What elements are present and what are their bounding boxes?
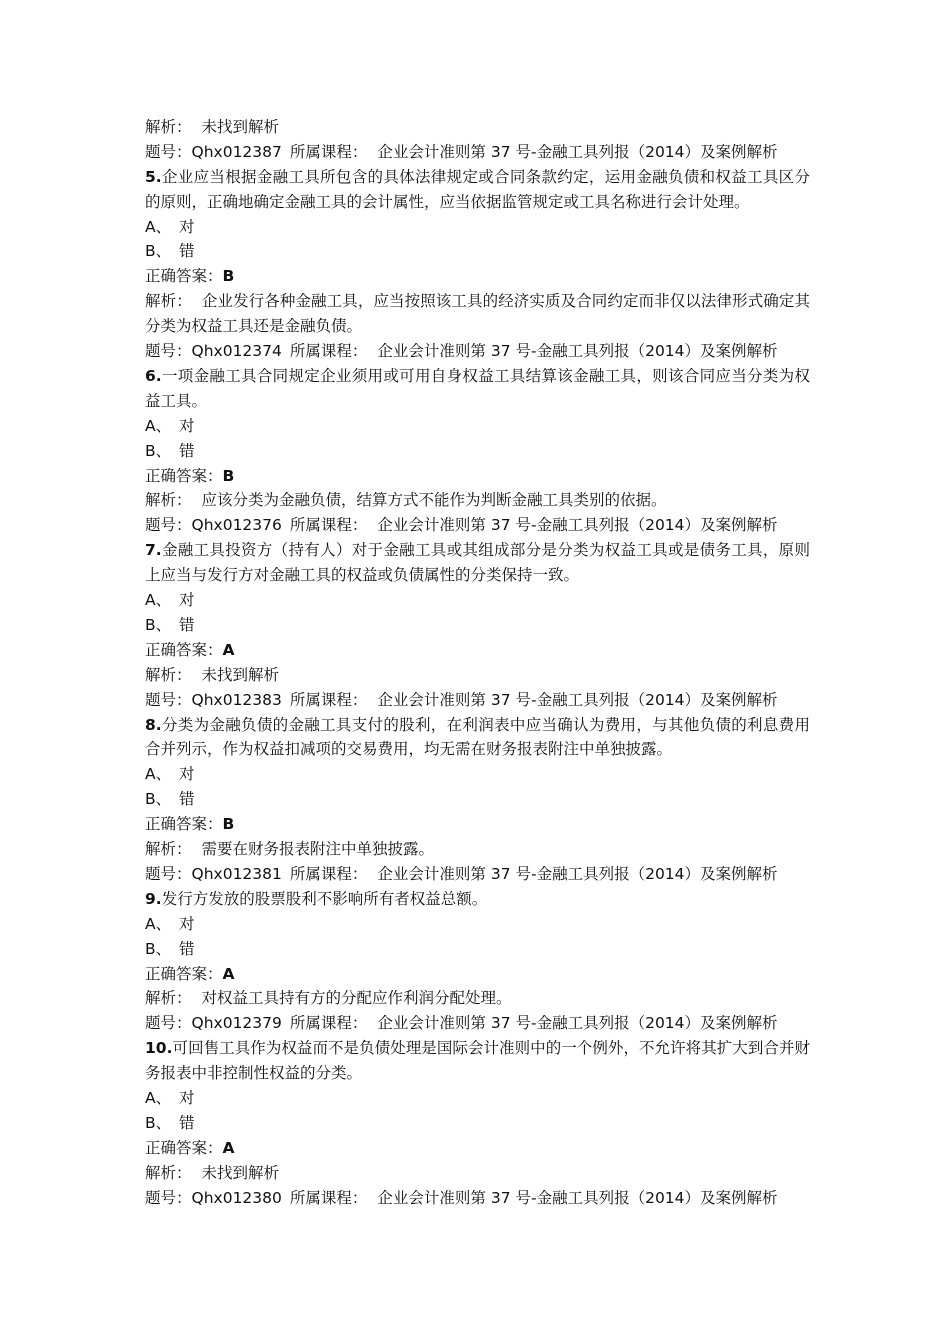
document-page [145, 115, 810, 1210]
course-label: 所属课程： [289, 516, 368, 535]
analysis-label: 解析： [145, 989, 192, 1008]
option-a-key: A、 [145, 591, 172, 610]
question-text [145, 713, 810, 763]
qid-label: 题号： [145, 142, 192, 161]
option-a-key: A、 [145, 765, 172, 784]
option-a-text: 对 [179, 591, 195, 610]
answer-line [145, 1136, 810, 1161]
option-a-key: A、 [145, 416, 172, 435]
analysis-line [145, 986, 810, 1011]
analysis-line [145, 115, 810, 140]
analysis-label: 解析： [145, 292, 192, 311]
answer-value: B [222, 466, 235, 485]
analysis-line [145, 1161, 810, 1186]
option-b [145, 787, 810, 812]
answer-line [145, 264, 810, 289]
qid-label: 题号： [145, 516, 192, 535]
question-text [145, 364, 810, 414]
question-id-line [145, 339, 810, 364]
answer-label: 正确答案： [145, 466, 223, 485]
analysis-line [145, 663, 810, 688]
question-id-line [145, 513, 810, 538]
option-b-text: 错 [179, 939, 195, 958]
option-b-key: B、 [145, 790, 172, 809]
question-number: 5. [145, 167, 162, 186]
analysis-label: 解析： [145, 840, 192, 859]
qid-value: Qhx012380 [191, 1188, 282, 1207]
option-b [145, 439, 810, 464]
option-b [145, 613, 810, 638]
question-text [145, 887, 810, 912]
course-value: 企业会计准则第 37 号-金融工具列报（2014）及案例解析 [377, 864, 778, 883]
course-value: 企业会计准则第 37 号-金融工具列报（2014）及案例解析 [377, 1188, 778, 1207]
answer-value: A [222, 964, 235, 983]
qid-label: 题号： [145, 690, 192, 709]
option-b-key: B、 [145, 1113, 172, 1132]
course-label: 所属课程： [289, 690, 368, 709]
option-a-key: A、 [145, 914, 172, 933]
analysis-line [145, 488, 810, 513]
option-a [145, 588, 810, 613]
option-a [145, 912, 810, 937]
question-id-line [145, 862, 810, 887]
answer-line [145, 638, 810, 663]
option-b-text: 错 [179, 441, 195, 460]
option-b-key: B、 [145, 939, 172, 958]
question-item [145, 364, 810, 538]
option-a [145, 414, 810, 439]
analysis-text: 未找到解析 [201, 665, 280, 684]
question-number: 7. [145, 541, 162, 560]
question-body: 一项金融工具合同规定企业须用或可用自身权益工具结算该金融工具，则该合同应当分类为权益工具。 [145, 366, 810, 410]
question-id-line [145, 1186, 810, 1211]
option-a [145, 1086, 810, 1111]
answer-label: 正确答案： [145, 1138, 223, 1157]
question-item [145, 713, 810, 887]
course-label: 所属课程： [289, 142, 368, 161]
analysis-text: 应该分类为金融负债，结算方式不能作为判断金融工具类别的依据。 [201, 491, 667, 510]
answer-label: 正确答案： [145, 815, 223, 834]
question-text [145, 165, 810, 215]
question-item [145, 1036, 810, 1210]
option-b [145, 937, 810, 962]
question-body: 金融工具投资方（持有人）对于金融工具或其组成部分是分类为权益工具或是债务工具，原则上应当与发行方对金融工具的权益或负债属性的分类保持一致。 [145, 541, 810, 585]
option-b-key: B、 [145, 615, 172, 634]
option-a-text: 对 [179, 416, 195, 435]
answer-label: 正确答案： [145, 964, 223, 983]
course-label: 所属课程： [289, 342, 368, 361]
option-a-text: 对 [179, 914, 195, 933]
question-number: 9. [145, 889, 162, 908]
course-value: 企业会计准则第 37 号-金融工具列报（2014）及案例解析 [377, 690, 778, 709]
question-body: 分类为金融负债的金融工具支付的股利，在利润表中应当确认为费用，与其他负债的利息费用合并列示，作为权益扣减项的交易费用，均无需在财务报表附注中单独披露。 [145, 715, 810, 759]
option-b-text: 错 [179, 1113, 195, 1132]
question-number: 8. [145, 715, 162, 734]
analysis-text: 未找到解析 [201, 1163, 280, 1182]
course-label: 所属课程： [289, 864, 368, 883]
option-a [145, 762, 810, 787]
qid-value: Qhx012383 [191, 690, 282, 709]
analysis-label: 解析： [145, 665, 192, 684]
course-label: 所属课程： [289, 1188, 368, 1207]
course-value: 企业会计准则第 37 号-金融工具列报（2014）及案例解析 [377, 142, 778, 161]
question-text [145, 1036, 810, 1086]
qid-value: Qhx012374 [191, 342, 282, 361]
qid-label: 题号： [145, 1188, 192, 1207]
option-a-key: A、 [145, 1089, 172, 1107]
question-number: 10. [145, 1039, 173, 1058]
qid-value: Qhx012376 [191, 516, 282, 535]
question-body: 可回售工具作为权益而不是负债处理是国际会计准则中的一个例外，不允许将其扩大到合并财务报表中非控制性权益的分类。 [145, 1039, 810, 1083]
option-a-text: 对 [179, 1089, 195, 1107]
analysis-label: 解析： [145, 491, 192, 510]
qid-label: 题号： [145, 342, 192, 361]
analysis-text: 需要在财务报表附注中单独披露。 [201, 840, 435, 859]
question-id-line [145, 140, 810, 165]
option-a [145, 215, 810, 240]
course-value: 企业会计准则第 37 号-金融工具列报（2014）及案例解析 [377, 516, 778, 535]
answer-line [145, 464, 810, 489]
question-body: 发行方发放的股票股利不影响所有者权益总额。 [161, 889, 488, 908]
option-b-text: 错 [179, 615, 195, 634]
answer-line [145, 812, 810, 837]
answer-value: A [222, 1138, 235, 1157]
course-label: 所属课程： [289, 1014, 368, 1033]
option-b-key: B、 [145, 242, 172, 261]
analysis-line [145, 837, 810, 862]
question-item [145, 887, 810, 1036]
answer-value: B [222, 267, 235, 286]
answer-value: B [222, 815, 235, 834]
option-b-text: 错 [179, 242, 195, 261]
option-b-key: B、 [145, 441, 172, 460]
question-number: 6. [145, 366, 162, 385]
qid-label: 题号： [145, 864, 192, 883]
qid-value: Qhx012379 [191, 1014, 282, 1033]
course-value: 企业会计准则第 37 号-金融工具列报（2014）及案例解析 [377, 1014, 778, 1033]
question-item [145, 165, 810, 364]
answer-label: 正确答案： [145, 267, 223, 286]
question-text [145, 538, 810, 588]
option-b [145, 239, 810, 264]
option-a-key: A、 [145, 217, 172, 236]
question-item [145, 538, 810, 712]
analysis-label: 解析： [145, 118, 192, 136]
option-a-text: 对 [179, 765, 195, 784]
answer-line [145, 962, 810, 987]
qid-value: Qhx012381 [191, 864, 282, 883]
analysis-text: 未找到解析 [201, 118, 280, 136]
course-value: 企业会计准则第 37 号-金融工具列报（2014）及案例解析 [377, 342, 778, 361]
answer-value: A [222, 640, 235, 659]
question-id-line [145, 1011, 810, 1036]
option-b [145, 1111, 810, 1136]
question-body: 企业应当根据金融工具所包含的具体法律规定或合同条款约定，运用金融负债和权益工具区分的原则，正确地确定金融工具的会计属性，应当依据监管规定或工具名称进行会计处理。 [145, 167, 810, 211]
analysis-text: 对权益工具持有方的分配应作利润分配处理。 [201, 989, 512, 1008]
analysis-line [145, 289, 810, 339]
analysis-label: 解析： [145, 1163, 192, 1182]
question-id-line [145, 688, 810, 713]
answer-label: 正确答案： [145, 640, 223, 659]
analysis-text: 企业发行各种金融工具，应当按照该工具的经济实质及合同约定而非仅以法律形式确定其分类为权益工具还是金融负债。 [145, 292, 810, 336]
option-a-text: 对 [179, 217, 195, 236]
qid-label: 题号： [145, 1014, 192, 1033]
option-b-text: 错 [179, 790, 195, 809]
qid-value: Qhx012387 [191, 142, 282, 161]
